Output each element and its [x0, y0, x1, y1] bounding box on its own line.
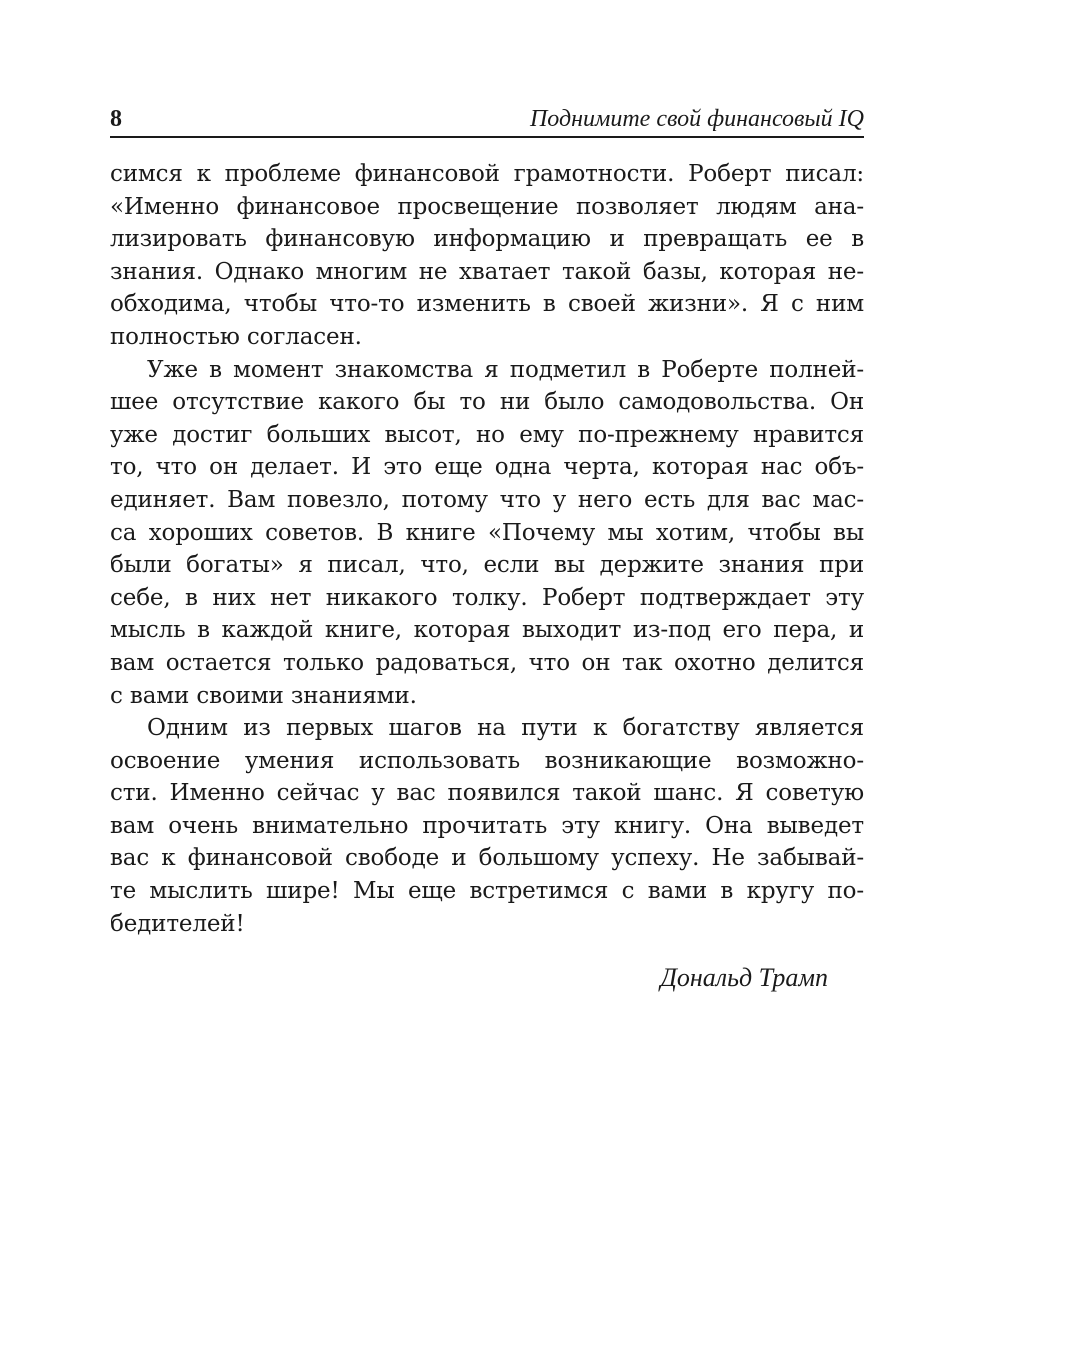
- text-line: себе, в них нет никакого толку. Роберт подтверждает эту: [110, 584, 864, 611]
- text-line: симся к проблеме финансовой грамотности. Роберт писал:: [110, 161, 864, 187]
- text-line: вас к финансовой свободе и большому успеху. Не забывай-: [110, 845, 864, 872]
- signature: Дональд Трамп: [660, 963, 828, 992]
- text-line: обходима, чтобы что-то изменить в своей жизни». Я с ним: [110, 291, 864, 318]
- text-line: мысль в каждой книге, которая выходит из-под его пера, и: [110, 617, 864, 644]
- text-line: были богаты» я писал, что, если вы держите знания при: [110, 552, 864, 579]
- text-line: лизировать финансовую информацию и превращать ее в: [110, 226, 864, 253]
- body-text: [110, 158, 864, 940]
- text-line: освоение умения использовать возникающие возможно-: [110, 747, 864, 774]
- text-line: знания. Однако многим не хватает такой базы, которая не-: [110, 258, 864, 285]
- text-line: Одним из первых шагов на пути к богатству является: [147, 715, 864, 742]
- text-line: то, что он делает. И это еще одна черта, которая нас объ-: [110, 454, 864, 481]
- text-line: сти. Именно сейчас у вас появился такой шанс. Я советую: [110, 780, 864, 807]
- running-title: Поднимите свой финансовый IQ: [529, 106, 864, 132]
- text-line: с вами своими знаниями.: [110, 682, 417, 709]
- text-line: шее отсутствие какого бы то ни было самодовольства. Он: [110, 389, 864, 416]
- text-line: вам очень внимательно прочитать эту книгу. Она выведет: [110, 812, 864, 839]
- page-number: 8: [110, 106, 122, 132]
- text-line: те мыслить шире! Мы еще встретимся с вами в кругу по-: [110, 878, 864, 905]
- running-head: [110, 104, 864, 138]
- text-line: Уже в момент знакомства я подметил в Роберте полней-: [147, 356, 864, 383]
- text-line: уже достиг больших высот, но ему по-прежнему нравится: [110, 421, 864, 448]
- text-line: «Именно финансовое просвещение позволяет людям ана-: [110, 193, 864, 220]
- text-line: вам остается только радоваться, что он так охотно делится: [110, 649, 864, 676]
- text-line: бедителей!: [110, 910, 245, 937]
- text-line: са хороших советов. В книге «Почему мы хотим, чтобы вы: [110, 519, 864, 546]
- text-line: полностью согласен.: [110, 323, 362, 350]
- text-line: единяет. Вам повезло, потому что у него есть для вас мас-: [110, 486, 864, 513]
